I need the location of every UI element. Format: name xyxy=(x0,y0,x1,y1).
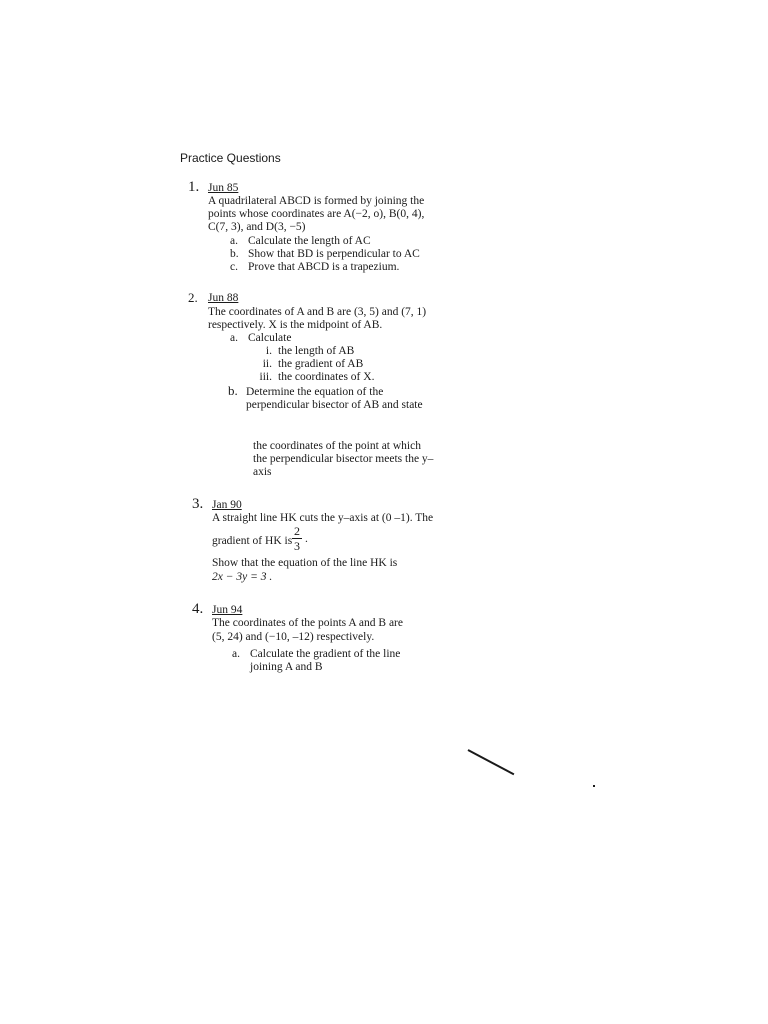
question-2-line: respectively. X is the midpoint of AB. xyxy=(208,319,383,331)
question-1-number: 1. xyxy=(188,179,200,195)
pen-stroke-mark xyxy=(468,749,515,775)
question-2-line: The coordinates of A and B are (3, 5) and (7, 1) xyxy=(208,306,427,318)
question-4-number: 4. xyxy=(192,601,204,617)
question-2-number: 2. xyxy=(188,290,198,305)
question-2-source: Jun 88 xyxy=(208,292,239,304)
stray-dot-mark xyxy=(593,785,595,787)
question-3-equation: 2x − 3y = 3 . xyxy=(212,571,273,583)
question-4-part-a: a. Calculate the gradient of the line xyxy=(232,648,401,660)
question-1-part-a: a. Calculate the length of AC xyxy=(230,235,371,247)
question-2-sub-i: i. the length of AB xyxy=(265,345,355,357)
question-2-part-b-line: perpendicular bisector of AB and state xyxy=(246,399,423,411)
question-3-line: A straight line HK cuts the y–axis at (0 –1). The xyxy=(212,512,434,524)
question-2-sub-ii: ii. the gradient of AB xyxy=(262,358,364,370)
question-3-gradient-text: gradient of HK is xyxy=(212,535,293,547)
fraction-numerator: 2 xyxy=(294,524,300,538)
question-1-line: C(7, 3), and D(3, −5) xyxy=(208,221,306,233)
question-4-part-a-line: joining A and B xyxy=(250,661,323,673)
fraction-period: . xyxy=(305,533,308,545)
question-1-source: Jun 85 xyxy=(208,182,239,194)
gradient-fraction xyxy=(292,525,302,552)
question-4-source: Jun 94 xyxy=(212,604,243,616)
question-3-source: Jan 90 xyxy=(212,499,242,511)
question-2-sub-iii: iii. the coordinates of X. xyxy=(259,371,375,383)
question-4-line: The coordinates of the points A and B are xyxy=(212,617,403,629)
question-3-line: Show that the equation of the line HK is xyxy=(212,557,398,569)
question-1-part-c: c. Prove that ABCD is a trapezium. xyxy=(230,261,400,273)
question-1-line: A quadrilateral ABCD is formed by joining the xyxy=(208,195,425,207)
question-4-line: (5, 24) and (−10, –12) respectively. xyxy=(212,631,375,643)
question-2-part-b-cont: the coordinates of the point at which xyxy=(253,440,421,452)
question-3-number: 3. xyxy=(192,496,204,512)
question-2-part-b-cont: the perpendicular bisector meets the y– xyxy=(253,453,434,465)
question-2-part-a: a. Calculate xyxy=(230,332,292,344)
question-2-part-b: b. Determine the equation of the xyxy=(228,383,384,398)
page-heading: Practice Questions xyxy=(180,151,281,165)
question-1-part-b: b. Show that BD is perpendicular to AC xyxy=(230,248,420,260)
fraction-denominator: 3 xyxy=(294,539,300,553)
question-1-line: points whose coordinates are A(−2, o), B(0, 4), xyxy=(208,208,425,220)
question-2-part-b-cont: axis xyxy=(253,466,272,478)
